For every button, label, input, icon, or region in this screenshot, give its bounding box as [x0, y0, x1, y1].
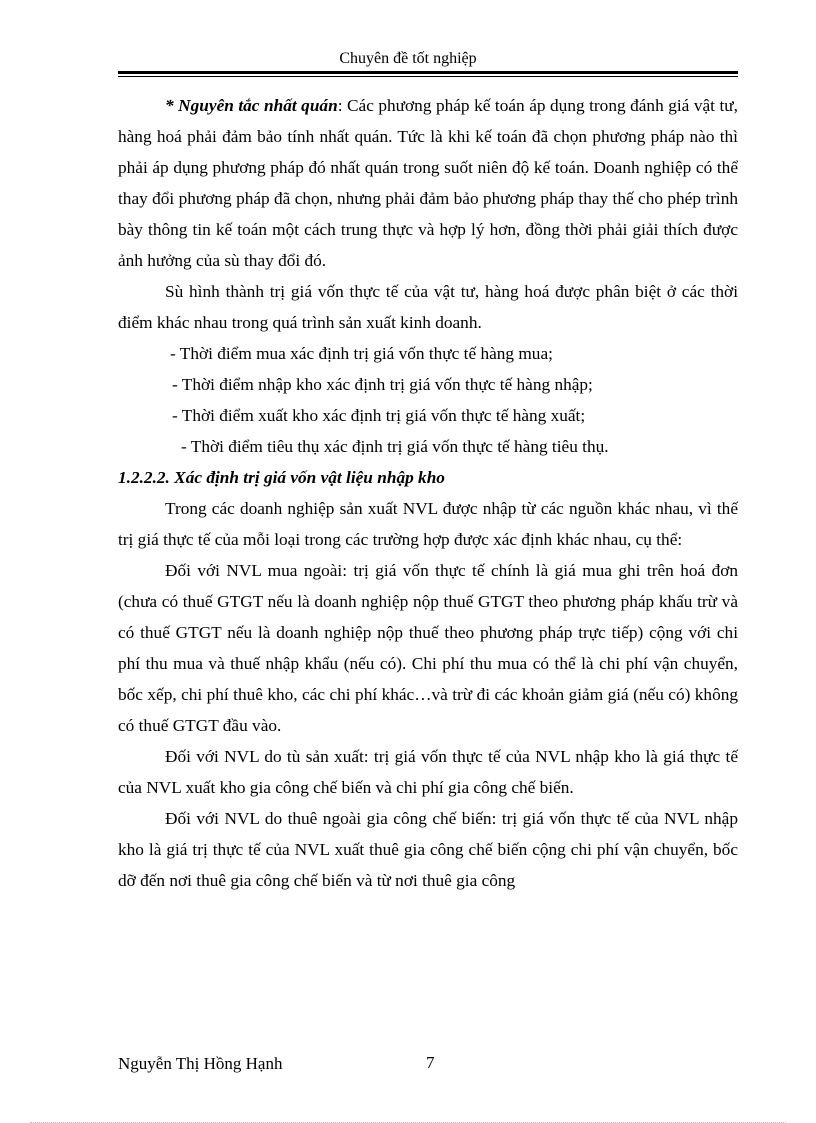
page-number: 7 — [426, 1053, 435, 1072]
footer-author: Nguyễn Thị Hồng Hạnh — [118, 1054, 283, 1073]
bullet-sale-time: - Thời điểm tiêu thụ xác định trị giá vốn thực tế hàng tiêu thụ. — [181, 437, 609, 456]
paragraph-purchased-materials: Đối với NVL mua ngoài: trị giá vốn thực tế chính là giá mua ghi trên hoá đơn (chưa có thuế GTGT nếu là doanh nghiệp nộp thuế GTGT theo phương pháp khấu trừ và có thuế GTGT nếu là doanh nghiệp nộp thuế theo phương pháp trực tiếp) cộng với chi phí thu mua và thuế nhập khẩu (nếu có). Chi phí thu mua có thể là chi phí vận chuyển, bốc xếp, chi phí thuê kho, các chi phí khác…và trừ đi các khoản giảm giá (nếu có) không có thuế GTGT đầu vào. — [118, 561, 738, 735]
bullet-issue-time: - Thời điểm xuất kho xác định trị giá vốn thực tế hàng xuất; — [172, 406, 586, 425]
bullet-receipt-time: - Thời điểm nhập kho xác định trị giá vốn thực tế hàng nhập; — [172, 375, 593, 394]
paragraph-material-sources: Trong các doanh nghiệp sản xuất NVL được nhập từ các nguồn khác nhau, vì thế trị giá thực tế của mỗi loại trong các trường hợp được xác định khác nhau, cụ thể: — [118, 499, 738, 549]
section-heading: 1.2.2.2. Xác định trị giá vốn vật liệu nhập kho — [118, 468, 445, 487]
document-body — [118, 90, 738, 896]
page-header-title: Chuyên đề tốt nghiệp — [339, 50, 477, 67]
header-rule-thin — [118, 76, 738, 77]
bullet-purchase-time: - Thời điểm mua xác định trị giá vốn thực tế hàng mua; — [170, 344, 553, 363]
paragraph-self-produced: Đối với NVL do tù sản xuất: trị giá vốn thực tế của NVL nhập kho là giá thực tế của NVL xuất kho gia công chế biến và chi phí gia công chế biến. — [118, 747, 738, 797]
paragraph-consistency-principle — [118, 90, 738, 276]
header-rule-thick — [118, 71, 738, 74]
principle-text: : Các phương pháp kế toán áp dụng trong đánh giá vật tư, hàng hoá phải đảm bảo tính nhất quán. Tức là khi kế toán đã chọn phương pháp nào thì phải áp dụng phương pháp đó nhất quán trong suốt niên độ kế toán. Doanh nghiệp có thể thay đổi phương pháp đã chọn, nhưng phải đảm bảo phương pháp thay thế cho phép trình bày thông tin kế toán một cách trung thực và hợp lý hơn, đồng thời phải giải thích được ảnh hưởng của sù thay đổi đó. — [118, 96, 738, 270]
paragraph-cost-formation: Sù hình thành trị giá vốn thực tế của vật tư, hàng hoá được phân biệt ở các thời điểm khác nhau trong quá trình sản xuất kinh doanh. — [118, 282, 738, 332]
paragraph-outsourced-processing: Đối với NVL do thuê ngoài gia công chế biến: trị giá vốn thực tế của NVL nhập kho là giá trị thực tế của NVL xuất thuê gia công chế biến cộng chi phí vận chuyển, bốc dỡ đến nơi thuê gia công chế biến và từ nơi thuê gia công — [118, 809, 738, 890]
principle-lead: * Nguyên tắc nhất quán — [165, 96, 338, 115]
